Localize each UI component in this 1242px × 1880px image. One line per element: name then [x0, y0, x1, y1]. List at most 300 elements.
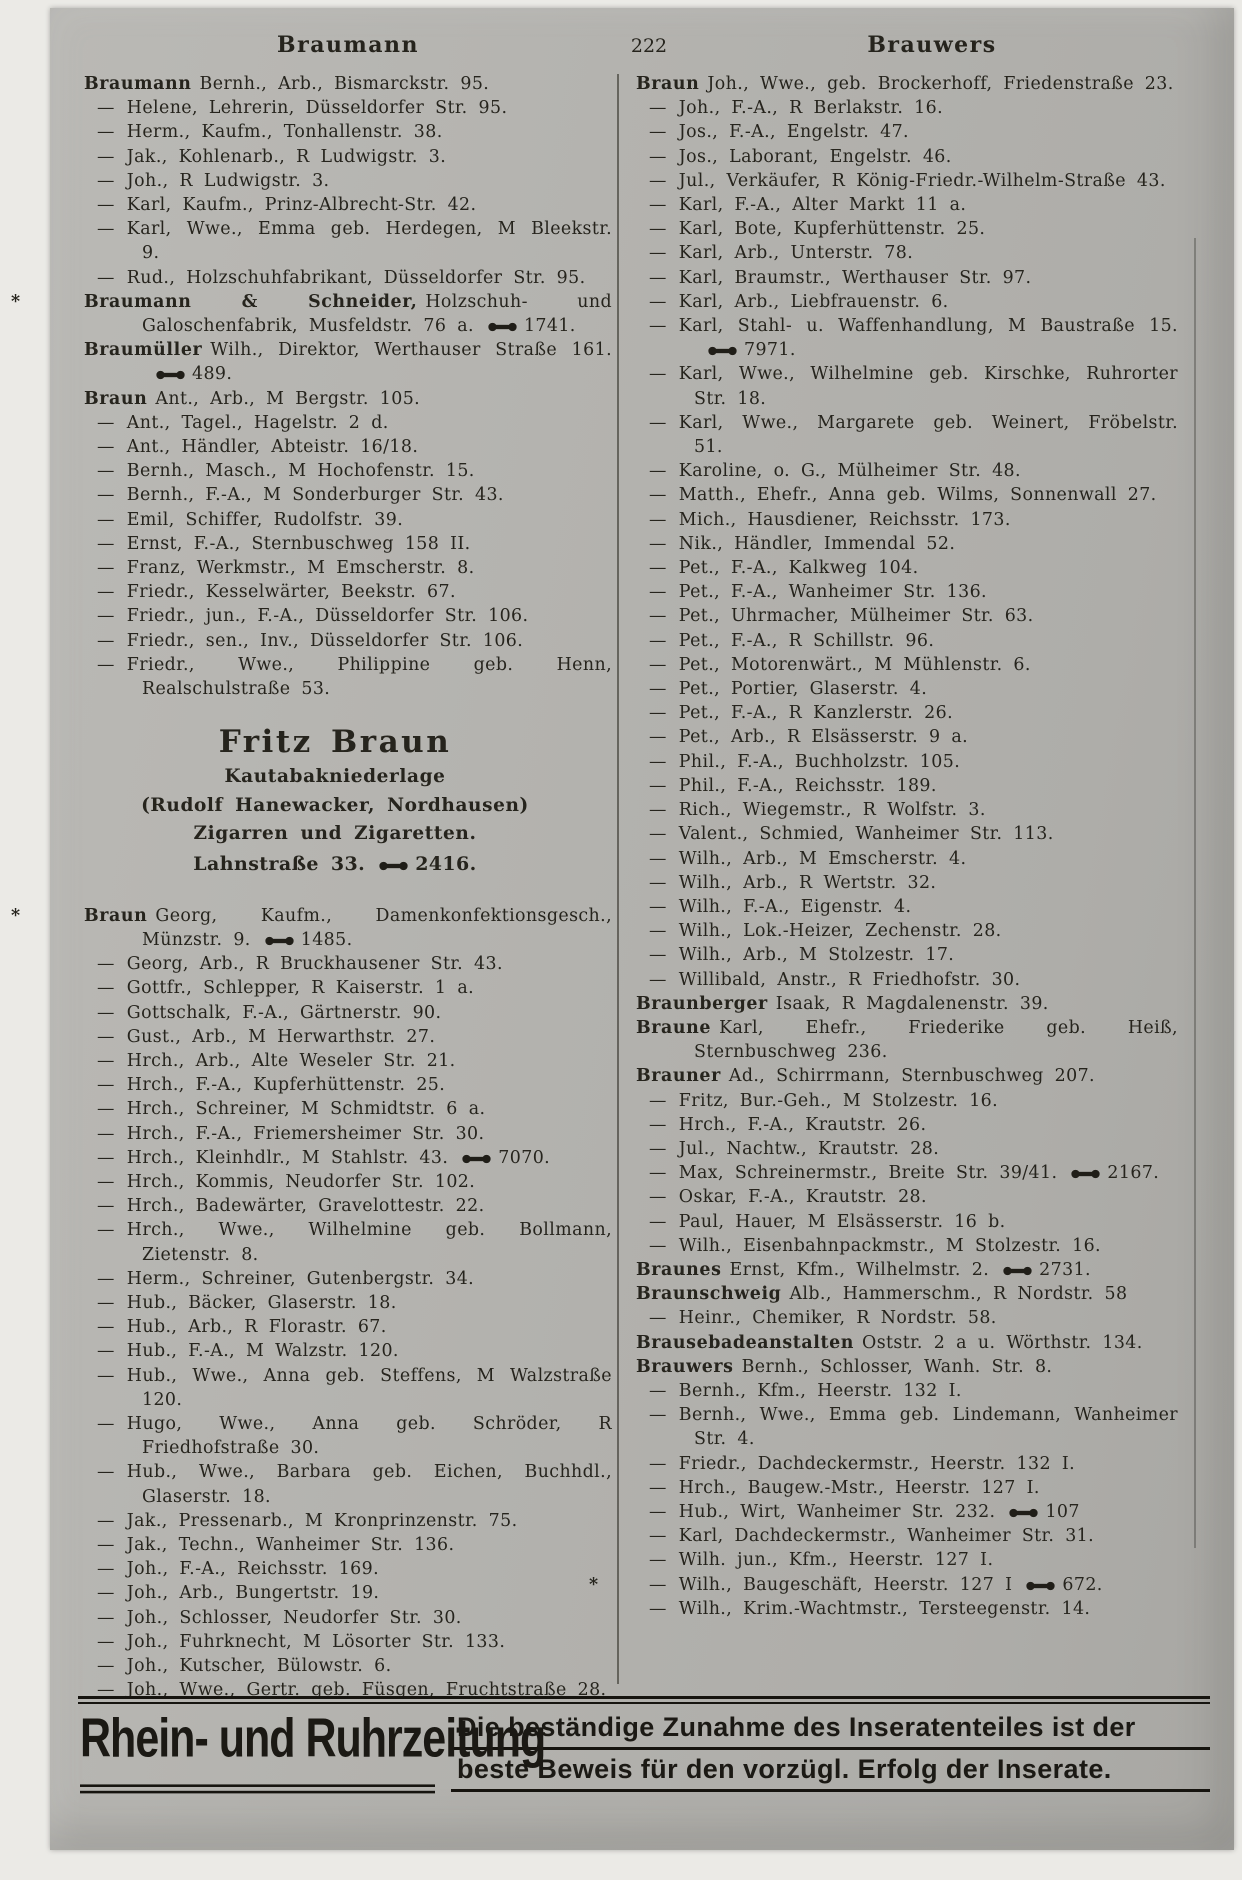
entry-dash: — [649, 775, 667, 796]
directory-entry [636, 1137, 1178, 1161]
entry-dash: — [97, 1002, 115, 1023]
entry-text: Gust., Arb., M Herwarthstr. 27. [126, 1026, 436, 1047]
phone-number: 7971. [744, 340, 796, 361]
entry-dash: — [97, 1196, 115, 1217]
directory-entry [636, 411, 1178, 459]
entry-dash: — [649, 896, 667, 917]
entry-text: Wilh., Arb., M Stolzestr. 17. [678, 945, 955, 966]
entry-surname: Brausebadeanstalten [636, 1332, 855, 1353]
directory-entry [636, 701, 1178, 725]
entry-text: Karl, Wwe., Wilhelmine geb. Kirschke, Ruhrorter Str. 18. [678, 364, 1178, 409]
directory-entry [84, 1146, 612, 1170]
entry-text: Hrch., F.-A., Friemersheimer Str. 30. [126, 1123, 485, 1144]
directory-entry [636, 1210, 1178, 1234]
directory-entry [84, 459, 612, 483]
entry-text: Joh., R Ludwigstr. 3. [126, 170, 330, 191]
entry-phone [694, 340, 796, 360]
directory-entry [636, 1548, 1178, 1572]
phone-icon [1009, 1508, 1038, 1518]
entry-dash: — [649, 872, 667, 893]
entry-text: Willibald, Anstr., R Friedhofstr. 30. [678, 969, 1021, 990]
entry-text: Jak., Kohlenarb., R Ludwigstr. 3. [126, 146, 447, 167]
entry-dash: — [97, 1583, 115, 1604]
entry-text: Wilh., Baugeschäft, Heerstr. 127 I [678, 1574, 1013, 1595]
entry-dash: — [649, 945, 667, 966]
entry-text: Valent., Schmied, Wanheimer Str. 113. [678, 824, 1054, 845]
directory-entry [84, 1509, 612, 1533]
directory-entry [636, 145, 1178, 169]
phone-number: 2167. [1107, 1163, 1160, 1184]
entry-phone [989, 1260, 1091, 1280]
entry-dash: — [97, 485, 115, 506]
directory-entry [636, 217, 1178, 241]
entry-text: Ernst, F.-A., Sternbuschweg 158 II. [126, 533, 471, 554]
entry-dash: — [649, 824, 667, 845]
entry-text: Wilh., Eisenbahnpackmstr., M Stolzestr. 16. [678, 1235, 1101, 1256]
entry-dash: — [97, 1220, 115, 1241]
entry-text: Karl, Ehefr., Friederike geb. Heiß, Sternbuschweg 236. [694, 1017, 1178, 1063]
directory-entry [636, 314, 1178, 362]
entry-dash: — [97, 1680, 115, 1701]
directory-entry [636, 1597, 1178, 1621]
directory-entry [636, 169, 1178, 193]
entry-dash: — [97, 412, 115, 433]
entry-dash: — [649, 679, 667, 700]
entry-dash: — [649, 195, 667, 216]
directory-entry [84, 1557, 612, 1581]
directory-entry [636, 1064, 1178, 1088]
directory-entry [84, 508, 612, 532]
entry-text: Karl, F.-A., Alter Markt 11 a. [678, 195, 967, 216]
star-marker: * [11, 905, 21, 926]
entry-text: Hrch., Arb., Alte Weseler Str. 21. [126, 1051, 456, 1071]
entry-text: Jul., Verkäufer, R König-Friedr.-Wilhelm-Straße 43. [678, 170, 1166, 191]
entry-surname: Braunschweig [636, 1284, 782, 1305]
entry-text: Hub., Wwe., Barbara geb. Eichen, Buchhdl., Glaserstr. 18. [126, 1462, 612, 1507]
directory-entry [636, 992, 1178, 1016]
directory-entry [636, 1403, 1178, 1451]
directory-entry [589, 1573, 1178, 1597]
entry-text: Pet., Arb., R Elsässerstr. 9 a. [678, 727, 969, 748]
entry-dash: — [649, 751, 667, 772]
directory-entry [636, 1258, 1178, 1282]
directory-entry [636, 72, 1178, 96]
entry-text: Alb., Hammerschm., R Nordstr. 58 [789, 1284, 1128, 1305]
entry-dash: — [649, 243, 667, 264]
entry-dash: — [97, 978, 115, 999]
entry-text: Joh., F.-A., Reichsstr. 169. [126, 1559, 380, 1580]
phone-icon [462, 1154, 491, 1164]
directory-entry [84, 1364, 612, 1412]
directory-entry [636, 1355, 1178, 1379]
entry-dash: — [97, 1147, 115, 1168]
entry-text: Hrch., F.-A., Kupferhüttenstr. 25. [126, 1075, 446, 1096]
entry-text: Bernh., Schlosser, Wanh. Str. 8. [741, 1356, 1053, 1377]
entry-text: Hrch., F.-A., Krautstr. 26. [678, 1114, 927, 1135]
entry-phone [995, 1502, 1079, 1522]
entry-dash: — [97, 146, 115, 167]
entry-text: Ad., Schirrmann, Sternbuschweg 207. [728, 1066, 1095, 1087]
entry-text: Emil, Schiffer, Rudolfstr. 39. [126, 509, 404, 530]
entry-text: Joh., Wwe., geb. Brockerhoff, Friedenstraße 23. [707, 74, 1174, 94]
directory-entry [636, 120, 1178, 144]
entry-text: Bernh., Arb., Bismarckstr. 95. [199, 74, 490, 94]
entry-dash: — [649, 485, 667, 506]
entry-dash: — [97, 1075, 115, 1096]
entry-dash: — [97, 630, 115, 651]
phone-number: 1485. [300, 929, 353, 950]
directory-entry [636, 532, 1178, 556]
directory-entry [636, 1089, 1178, 1113]
directory-entry [636, 725, 1178, 749]
entry-text: Pet., Portier, Glaserstr. 4. [678, 679, 928, 700]
directory-entry [84, 72, 612, 96]
entry-text: Rud., Holzschuhfabrikant, Düsseldorfer Str. 95. [126, 267, 586, 288]
entry-dash: — [97, 1341, 115, 1362]
entry-dash: — [97, 1559, 115, 1580]
directory-entry [636, 1016, 1178, 1064]
entry-dash: — [97, 1051, 115, 1071]
ad-line: Zigarren und Zigaretten. [193, 823, 477, 845]
entry-text: Karoline, o. G., Mülheimer Str. 48. [678, 461, 1021, 482]
ad-line-2: beste Beweis für den vorzügl. Erfolg der Inserate. [451, 1753, 1210, 1792]
entry-text: Hub., Arb., R Florastr. 67. [126, 1317, 387, 1338]
directory-columns [11, 72, 1178, 1702]
entry-dash: — [97, 98, 115, 119]
entry-text: Hrch., Schreiner, M Schmidtstr. 6 a. [126, 1099, 486, 1120]
entry-dash: — [649, 1405, 667, 1426]
directory-entry [84, 1122, 612, 1146]
entry-text: Karl, Wwe., Emma geb. Herdegen, M Bleekstr. 9. [126, 219, 612, 264]
entry-text: Wilh. jun., Kfm., Heerstr. 127 I. [678, 1550, 994, 1571]
directory-entry [84, 387, 612, 411]
entry-surname: Braunes [636, 1259, 722, 1280]
entry-text: Bernh., Wwe., Emma geb. Lindemann, Wanheimer Str. 4. [678, 1405, 1178, 1450]
entry-text: Hub., Bäcker, Glaserstr. 18. [126, 1293, 397, 1314]
directory-entry [636, 847, 1178, 871]
directory-entry [84, 1630, 612, 1654]
entry-text: Friedr., jun., F.-A., Düsseldorfer Str. 106. [126, 606, 529, 627]
entry-text: Hugo, Wwe., Anna geb. Schröder, R Friedhofstraße 30. [126, 1414, 612, 1459]
entry-dash: — [649, 122, 667, 143]
entry-surname: Braumann [84, 74, 192, 94]
ad-street: Lahnstraße 33. [193, 852, 366, 875]
directory-entry [84, 580, 612, 604]
entry-dash: — [649, 291, 667, 312]
entry-dash: — [649, 848, 667, 869]
entry-dash: — [649, 800, 667, 821]
entry-dash: — [649, 727, 667, 748]
entry-surname: Braun [636, 74, 700, 94]
entry-dash: — [649, 461, 667, 482]
entry-text: Hrch., Wwe., Wilhelmine geb. Bollmann, Zietenstr. 8. [126, 1220, 612, 1265]
entry-text: Ant., Händler, Abteistr. 16/18. [126, 437, 419, 458]
entry-dash: — [649, 1138, 667, 1159]
directory-entry [636, 1379, 1178, 1403]
directory-entry [636, 629, 1178, 653]
entry-dash: — [649, 170, 667, 191]
directory-entry [84, 532, 612, 556]
directory-entry [636, 943, 1178, 967]
entry-dash: — [97, 1414, 115, 1435]
entry-surname: Braunberger [636, 993, 768, 1014]
directory-entry [636, 459, 1178, 483]
right-margin-rule [1194, 238, 1196, 1548]
entry-dash: — [97, 1099, 115, 1120]
directory-entry [84, 266, 612, 290]
entry-dash: — [649, 1598, 667, 1619]
column-divider [617, 74, 619, 1684]
left-column [11, 72, 612, 1702]
directory-entry [84, 1049, 612, 1073]
entry-text: Karl, Stahl- u. Waffenhandlung, M Baustraße 15. [678, 316, 1178, 337]
right-column [589, 72, 1178, 1621]
directory-entry [84, 120, 612, 144]
entry-text: Pet., F.-A., R Kanzlerstr. 26. [678, 703, 954, 724]
directory-entry [84, 1097, 612, 1121]
directory-entry [636, 895, 1178, 919]
entry-text: Friedr., Kesselwärter, Beekstr. 67. [126, 582, 456, 603]
phone-icon [265, 936, 294, 946]
directory-entry [636, 266, 1178, 290]
directory-entry [636, 1234, 1178, 1258]
entry-text: Jos., F.-A., Engelstr. 47. [678, 122, 909, 143]
entry-text: Isaak, R Magdalenenstr. 39. [775, 993, 1049, 1014]
entry-dash: — [649, 1477, 667, 1498]
entry-dash: — [97, 1293, 115, 1314]
entry-text: Herm., Kaufm., Tonhallenstr. 38. [126, 122, 443, 143]
directory-entry [636, 362, 1178, 410]
directory-entry [84, 338, 612, 386]
entry-dash: — [97, 606, 115, 627]
directory-entry [636, 798, 1178, 822]
entry-text: Gottfr., Schlepper, R Kaiserstr. 1 a. [126, 978, 475, 999]
entry-dash: — [97, 170, 115, 191]
directory-entry [84, 96, 612, 120]
entry-phone [142, 364, 232, 384]
entry-text: Paul, Hauer, M Elsässerstr. 16 b. [678, 1211, 1006, 1232]
entry-dash: — [649, 146, 667, 167]
directory-entry [636, 774, 1178, 798]
entry-text: Friedr., Dachdeckermstr., Heerstr. 132 I. [678, 1453, 1076, 1474]
newspaper-ad-text [451, 1711, 1210, 1792]
directory-entry [84, 193, 612, 217]
entry-dash: — [649, 1501, 667, 1522]
entry-text: Mich., Hausdiener, Reichsstr. 173. [678, 509, 1011, 530]
entry-text: Pet., Motorenwärt., M Mühlenstr. 6. [678, 654, 1031, 675]
phone-icon [1026, 1581, 1055, 1591]
entry-dash: — [97, 1535, 115, 1556]
directory-entry [636, 508, 1178, 532]
directory-entry [636, 968, 1178, 992]
entry-dash: — [649, 1211, 667, 1232]
entry-dash: — [649, 1574, 667, 1595]
entry-text: Ant., Arb., M Bergstr. 105. [155, 388, 421, 409]
header-left-title: Braumann [277, 32, 419, 58]
directory-entry [636, 1185, 1178, 1209]
entry-text: Karl, Wwe., Margarete geb. Weinert, Fröbelstr. 51. [678, 412, 1178, 458]
directory-entry [84, 1606, 612, 1630]
entry-text: Wilh., Arb., R Wertstr. 32. [678, 872, 937, 893]
directory-entry [636, 653, 1178, 677]
entry-dash: — [97, 558, 115, 579]
directory-entry [636, 96, 1178, 120]
entry-dash: — [97, 1268, 115, 1289]
entry-text: Ernst, Kfm., Wilhelmstr. 2. [729, 1259, 990, 1280]
directory-entry [84, 1194, 612, 1218]
entry-dash: — [97, 122, 115, 143]
entry-text: Bernh., Kfm., Heerstr. 132 I. [678, 1380, 962, 1401]
entry-text: Franz, Werkmstr., M Emscherstr. 8. [126, 558, 475, 579]
newspaper-logo: Rhein- und Ruhrzeitung [80, 1708, 435, 1794]
directory-entry [84, 1412, 612, 1460]
entry-dash: — [649, 219, 667, 240]
phone-number: 107 [1045, 1501, 1080, 1522]
entry-text: Herm., Schreiner, Gutenbergstr. 34. [126, 1268, 475, 1289]
directory-entry [636, 750, 1178, 774]
entry-dash: — [649, 1526, 667, 1547]
ad-line: Kautabakniederlage [224, 766, 446, 788]
entry-phone [474, 316, 576, 336]
entry-dash: — [97, 582, 115, 603]
directory-entry [11, 290, 612, 338]
directory-entry [636, 1306, 1178, 1330]
entry-dash: — [649, 703, 667, 724]
entry-dash: — [97, 1365, 115, 1386]
entry-dash: — [649, 1380, 667, 1401]
entry-dash: — [649, 1235, 667, 1256]
phone-icon [379, 861, 408, 871]
entry-dash: — [649, 1163, 667, 1184]
entry-text: Phil., F.-A., Reichsstr. 189. [678, 775, 937, 796]
entry-text: Wilh., F.-A., Eigenstr. 4. [678, 896, 912, 917]
ad-line: (Rudolf Hanewacker, Nordhausen) [141, 794, 529, 816]
directory-entry [636, 290, 1178, 314]
directory-entry [84, 1001, 612, 1025]
entry-text: Joh., Arb., Bungertstr. 19. [126, 1583, 380, 1604]
directory-entry [84, 1533, 612, 1557]
phone-number: 1741. [523, 316, 576, 337]
directory-entry [84, 1170, 612, 1194]
entry-text: Jos., Laborant, Engelstr. 46. [678, 146, 952, 167]
entry-text: Pet., F.-A., Wanheimer Str. 136. [678, 582, 987, 603]
page-number: 222 [630, 35, 668, 57]
directory-entry [84, 604, 612, 628]
entry-text: Hrch., Badewärter, Gravelottestr. 22. [126, 1196, 485, 1217]
entry-dash: — [649, 1114, 667, 1135]
entry-text: Phil., F.-A., Buchholzstr. 105. [678, 751, 961, 772]
directory-entry [84, 1025, 612, 1049]
entry-text: Max, Schreinermstr., Breite Str. 39/41. [678, 1163, 1058, 1184]
entry-dash: — [649, 1090, 667, 1111]
entry-text: Fritz, Bur.-Geh., M Stolzestr. 16. [678, 1090, 999, 1111]
entry-dash: — [649, 582, 667, 603]
directory-entry [84, 629, 612, 653]
entry-dash: — [97, 267, 115, 288]
entry-text: Bernh., Masch., M Hochofenstr. 15. [126, 461, 475, 482]
entry-dash: — [97, 1607, 115, 1628]
entry-text: Joh., Kutscher, Bülowstr. 6. [126, 1656, 392, 1677]
entry-dash: — [649, 921, 667, 942]
entry-dash: — [97, 1631, 115, 1652]
entry-dash: — [649, 533, 667, 554]
entry-dash: — [97, 954, 115, 975]
entry-text: Helene, Lehrerin, Düsseldorfer Str. 95. [126, 98, 508, 119]
entry-text: Jak., Techn., Wanheimer Str. 136. [126, 1535, 455, 1556]
entry-text: Joh., F.-A., R Berlakstr. 16. [678, 98, 944, 119]
entry-text: Jul., Nachtw., Krautstr. 28. [678, 1138, 940, 1159]
entry-surname: Braune [636, 1017, 712, 1038]
entry-text: Gottschalk, F.-A., Gärtnerstr. 90. [126, 1002, 442, 1023]
entry-text: Pet., Uhrmacher, Mülheimer Str. 63. [678, 606, 1034, 627]
entry-dash: — [649, 412, 667, 433]
entry-text: Joh., Schlosser, Neudorfer Str. 30. [126, 1607, 462, 1628]
directory-entry [84, 653, 612, 701]
directory-entry [636, 1331, 1178, 1355]
entry-dash: — [97, 195, 115, 216]
entry-phone [448, 1148, 550, 1168]
entry-text: Hrch., Kommis, Neudorfer Str. 102. [126, 1172, 476, 1193]
phone-icon [488, 322, 517, 332]
directory-entry [11, 904, 612, 952]
entry-dash: — [649, 1187, 667, 1208]
directory-entry [636, 193, 1178, 217]
ad-address [88, 849, 582, 880]
entry-text: Wilh., Lok.-Heizer, Zechenstr. 28. [678, 921, 1002, 942]
entry-text: Pet., F.-A., Kalkweg 104. [678, 558, 919, 579]
entry-text: Hub., Wwe., Anna geb. Steffens, M Walzstraße 120. [126, 1365, 612, 1410]
ad-line-1: Die beständige Zunahme des Inseratenteiles ist der [451, 1711, 1210, 1750]
directory-entry [84, 952, 612, 976]
phone-number: 2731. [1039, 1259, 1091, 1280]
entry-text: Karl, Braumstr., Werthauser Str. 97. [678, 267, 1032, 288]
entry-text: Friedr., sen., Inv., Düsseldorfer Str. 106. [126, 630, 524, 651]
entry-text: Karl, Arb., Liebfrauenstr. 6. [678, 291, 949, 312]
phone-number: 672. [1062, 1574, 1103, 1595]
directory-entry [636, 1500, 1178, 1524]
entry-text: Hub., F.-A., M Walzstr. 120. [126, 1341, 399, 1362]
entry-text: Joh., Wwe., Gertr. geb. Füsgen, Fruchtstraße 28. [126, 1680, 607, 1701]
entry-text: Nik., Händler, Immendal 52. [678, 533, 956, 554]
entry-dash: — [97, 509, 115, 530]
entry-text: Karl, Bote, Kupferhüttenstr. 25. [678, 219, 986, 240]
directory-entry [636, 677, 1178, 701]
newspaper-ad-frame [78, 1702, 1210, 1792]
directory-entry [636, 241, 1178, 265]
entry-phone [251, 930, 353, 950]
entry-text: Hub., Wirt, Wanheimer Str. 232. [678, 1501, 996, 1522]
entry-dash: — [649, 364, 667, 385]
entry-phone [365, 853, 477, 875]
entry-dash: — [97, 1462, 115, 1483]
entry-dash: — [97, 1123, 115, 1144]
entry-text: Karl, Arb., Unterstr. 78. [678, 243, 914, 264]
header-right-title: Brauwers [867, 32, 997, 58]
directory-entry [84, 1315, 612, 1339]
entry-text: Matth., Ehefr., Anna geb. Wilms, Sonnenwall 27. [678, 485, 1157, 506]
directory-entry [636, 919, 1178, 943]
entry-phone [1012, 1575, 1102, 1595]
entry-text: Georg, Arb., R Bruckhausener Str. 43. [126, 954, 503, 975]
entry-dash: — [649, 1550, 667, 1571]
directory-entry [636, 1524, 1178, 1548]
star-marker: * [11, 291, 21, 312]
entry-text: Holzschuh- und Galoschenfabrik, Musfeldstr. 76 a. [142, 291, 612, 337]
directory-entry [636, 580, 1178, 604]
entry-surname: Brauner [636, 1066, 721, 1087]
entry-surname: Brauwers [636, 1356, 734, 1377]
directory-entry [636, 1113, 1178, 1137]
